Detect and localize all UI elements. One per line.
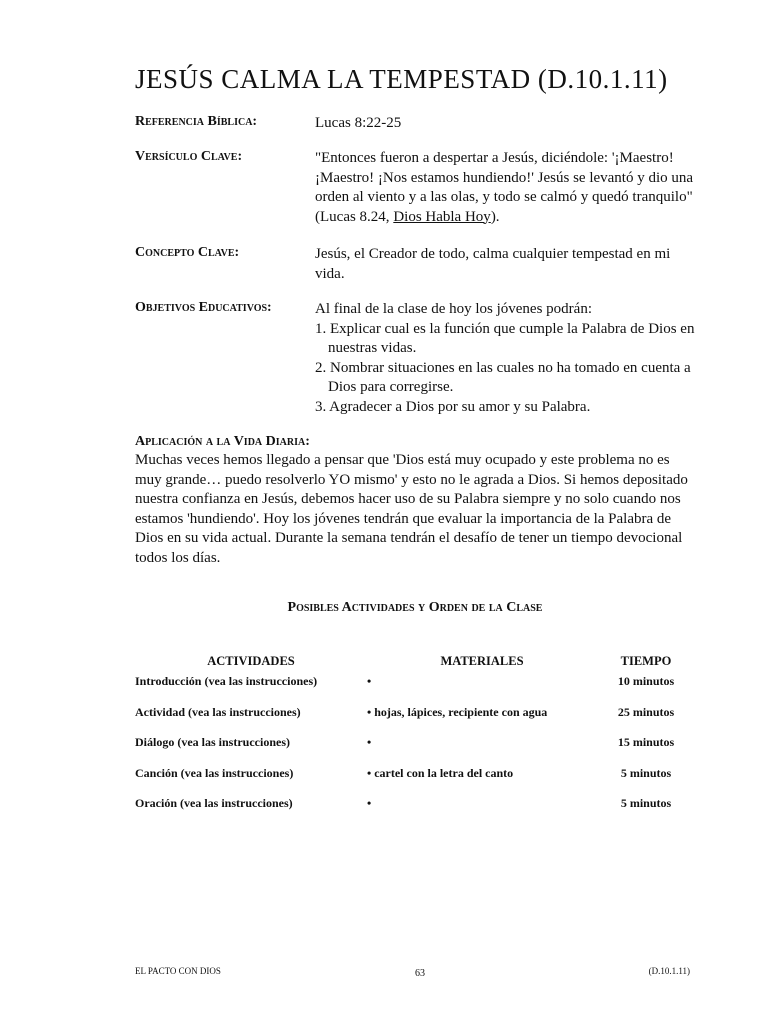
objetivo-item: 2. Nombrar situaciones en las cuales no ha tomado en cuenta a Dios para corregirse.: [315, 359, 691, 395]
materiales-cell: •: [367, 796, 372, 810]
materiales-cell: •: [367, 674, 372, 688]
tiempo-cell: 15 minutos: [617, 735, 675, 749]
actividad-cell: Oración (vea las instrucciones): [135, 796, 293, 810]
versiculo-end: ).: [490, 208, 500, 225]
page-title: JESÚS CALMA LA TEMPESTAD (D.10.1.11): [135, 64, 668, 94]
header-materiales: MATERIALES: [440, 654, 524, 668]
tiempo-cell: 5 minutos: [620, 796, 672, 810]
table-row: [135, 766, 695, 797]
versiculo-label: Versículo Clave:: [135, 149, 243, 164]
table-row: [135, 674, 695, 705]
materiales-cell: •: [367, 735, 372, 749]
tiempo-cell: 10 minutos: [617, 674, 675, 688]
actividad-cell: Actividad (vea las instrucciones): [135, 704, 301, 719]
objetivos-list: [315, 320, 695, 418]
actividad-cell: Introducción (vea las instrucciones): [135, 674, 318, 688]
actividad-cell: Diálogo (vea las instrucciones): [135, 735, 290, 749]
header-tiempo: TIEMPO: [620, 654, 672, 668]
table-header-row: [135, 654, 695, 674]
referencia-label: Referencia Bíblica:: [135, 114, 258, 129]
materiales-cell: • hojas, lápices, recipiente con agua: [367, 704, 548, 719]
objetivos-label: Objetivos Educativos:: [135, 300, 272, 315]
versiculo-text: "Entonces fueron a despertar a Jesús, diciéndole: '¡Maestro! ¡Maestro! ¡Nos estamos hundiendo!' Jesús se levantó y dio una orden al viento y a las olas, y todo se calmó y quedó tranquilo" (Lucas 8.24,: [315, 150, 694, 225]
page-number: 63: [415, 968, 425, 979]
footer-lesson-code: (D.10.1.11): [648, 966, 690, 976]
referencia-value: Lucas 8:22-25: [315, 115, 402, 131]
concepto-label: Concepto Clave:: [135, 245, 240, 260]
version-link: Dios Habla Hoy: [393, 208, 491, 225]
actividad-cell: Canción (vea las instrucciones): [135, 765, 294, 780]
objetivo-item: 1. Explicar cual es la función que cumple la Palabra de Dios en nuestras vidas.: [315, 320, 695, 356]
objetivo-item: 3. Agradecer a Dios por su amor y su Palabra.: [315, 398, 591, 415]
aplicacion-text: Muchas veces hemos llegado a pensar que 'Dios está muy ocupado y este problema no es muy grande… puedo resolverlo YO mismo' y esto no le agrada a Dios. Si hemos depositado nuestra confianza en Jesús, debemos hacer uso de su Palabra siempre y no solo cuando nos estamos 'hundiendo'. Hoy los jóvenes tendrán que evaluar la importancia de la Palabra de Dios en su vida actual. Durante la semana tendrán el desafío de tener un tiempo devocional todos los días.: [135, 452, 688, 566]
actividades-title: Posibles Actividades y Orden de la Clase: [287, 600, 543, 615]
tiempo-cell: 25 minutos: [617, 704, 675, 719]
objetivos-value: [315, 300, 695, 417]
concepto-value: Jesús, el Creador de todo, calma cualquier tempestad en mi vida.: [315, 246, 671, 282]
actividades-table: [135, 654, 695, 827]
objetivos-intro: Al final de la clase de hoy los jóvenes podrán:: [315, 301, 593, 317]
table-row: [135, 796, 695, 827]
aplicacion-section: [135, 432, 695, 568]
versiculo-value: [315, 149, 695, 227]
aplicacion-label: Aplicación a la Vida Diaria:: [135, 434, 310, 449]
footer-book-title: EL PACTO CON DIOS: [135, 966, 221, 976]
table-row: [135, 735, 695, 766]
header-actividades: ACTIVIDADES: [207, 654, 295, 668]
table-row: [135, 705, 695, 736]
materiales-cell: • cartel con la letra del canto: [367, 765, 514, 780]
tiempo-cell: 5 minutos: [620, 765, 672, 780]
